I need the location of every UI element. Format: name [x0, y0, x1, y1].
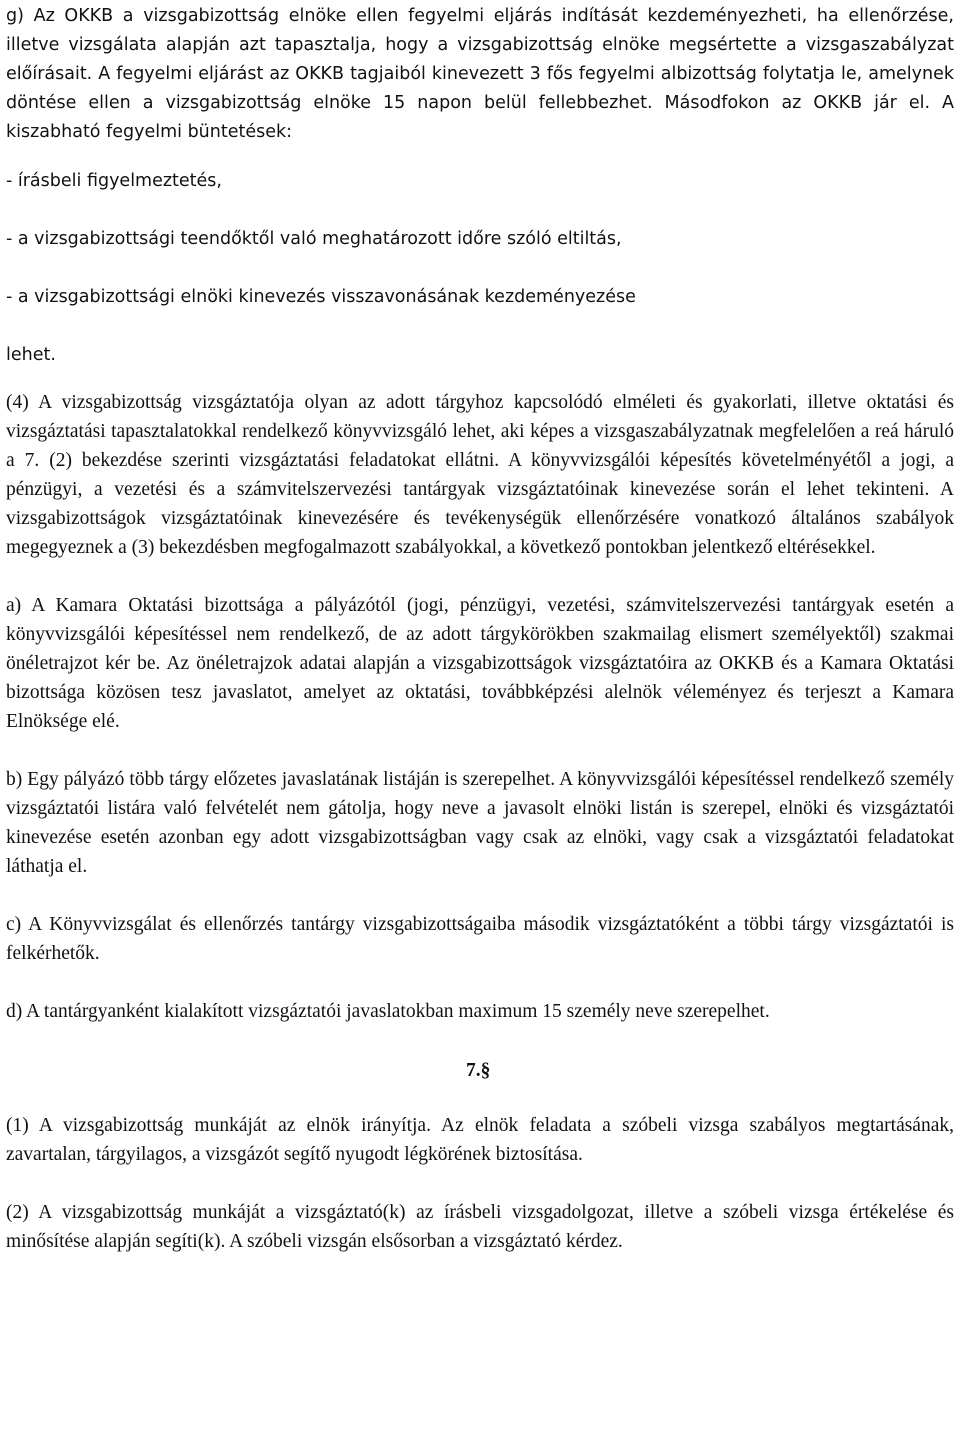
list-item-warning: - írásbeli figyelmeztetés, [6, 171, 222, 191]
paragraph-a: a) A Kamara Oktatási bizottsága a pályázótól (jogi, pénzügyi, vezetési, számvitelszervezési tantárgyak esetén a könyvvizsgálói képesítéssel nem rendelkező, de az adott tárgykörökben szakmailag elismert személyektől) szakmai önéletrajzot kér be. Az önéletrajzok adatai alapján a vizsgabizottságok vizsgáztatóira az OKKB és a Kamara Oktatási bizottsága közösen tesz javaslatot, amelyet az oktatási, továbbképzési alelnök véleményez és terjeszt a Kamara Elnöksége elé. [6, 595, 954, 732]
document-page [6, 0, 954, 1256]
paragraph-7-1: (1) A vizsgabizottság munkáját az elnök irányítja. Az elnök feladata a szóbeli vizsga szabályos megtartásának, zavartalan, tárgyilagos, a vizsgázót segítő nyugodt légkörének biztosítása. [6, 1115, 954, 1165]
paragraph-4: (4) A vizsgabizottság vizsgáztatója olyan az adott tárgyhoz kapcsolódó elméleti és gyakorlati, illetve oktatási és vizsgáztatási tapasztalatokkal rendelkező könyvvizsgáló lehet, aki képes a vizsgaszabályzatnak megfelelően a reá háruló a 7. (2) bekezdése szerinti vizsgáztatási feladatokat ellátni. A könyvvizsgálói képesítés követelményétől a jogi, a pénzügyi, a vezetési és a számvitelszervezési tantárgyak vizsgáztatóinak kinevezése során el lehet tekinteni. A vizsgabizottságok vizsgáztatóinak kinevezésére és tevékenységük ellenőrzésére vonatkozó általános szabályok megegyeznek a (3) bekezdésben megfogalmazott szabályokkal, a következő pontokban jelentkező eltérésekkel. [6, 392, 954, 558]
paragraph-c: c) A Könyvvizsgálat és ellenőrzés tantárgy vizsgabizottságaiba második vizsgáztatóként a többi tárgy vizsgáztatói is felkérhetők. [6, 914, 954, 964]
paragraph-7-2: (2) A vizsgabizottság munkáját a vizsgáztató(k) az írásbeli vizsgadolgozat, illetve a szóbeli vizsga értékelése és minősítése alapján segíti(k). A szóbeli vizsgán elsősorban a vizsgáztató kérdez. [6, 1202, 954, 1252]
section-heading: 7.§ [466, 1060, 491, 1081]
paragraph-g [6, 2, 954, 147]
list-item-revocation: - a vizsgabizottsági elnöki kinevezés visszavonásának kezdeményezése [6, 287, 636, 307]
section-sign-icon: § [480, 1060, 491, 1081]
list-item-suspension: - a vizsgabizottsági teendőktől való meghatározott időre szóló eltiltás, [6, 229, 622, 249]
list-closing-word: lehet. [6, 345, 56, 365]
paragraph-d: d) A tantárgyanként kialakított vizsgáztatói javaslatokban maximum 15 személy neve szerepelhet. [6, 1001, 770, 1022]
paragraph-g-text: g) Az OKKB a vizsgabizottság elnöke ellen fegyelmi eljárás indítását kezdeményezheti, ha ellenőrzése, illetve vizsgálata alapján azt tapasztalja, hogy a vizsgabizottság elnöke megsértette a vizsgaszabályzat előírásait. A fegyelmi eljárást az OKKB tagjaiból kinevezett 3 fős fegyelmi albizottság folytatja le, amelynek döntése ellen a vizsgabizottság elnöke 15 napon belül fellebbezhet. Másodfokon az OKKB jár el. A kiszabható fegyelmi büntetések: [6, 6, 954, 142]
paragraph-b: b) Egy pályázó több tárgy előzetes javaslatának listáján is szerepelhet. A könyvvizsgálói képesítéssel rendelkező személy vizsgáztatói listára való felvételét nem gátolja, hogy neve a javasolt elnöki listán is szerepel, elnöki és vizsgáztatói kinevezése esetén azonban egy adott vizsgabizottságban vagy csak az elnöki, vagy csak a vizsgáztatói feladatokat láthatja el. [6, 769, 954, 877]
